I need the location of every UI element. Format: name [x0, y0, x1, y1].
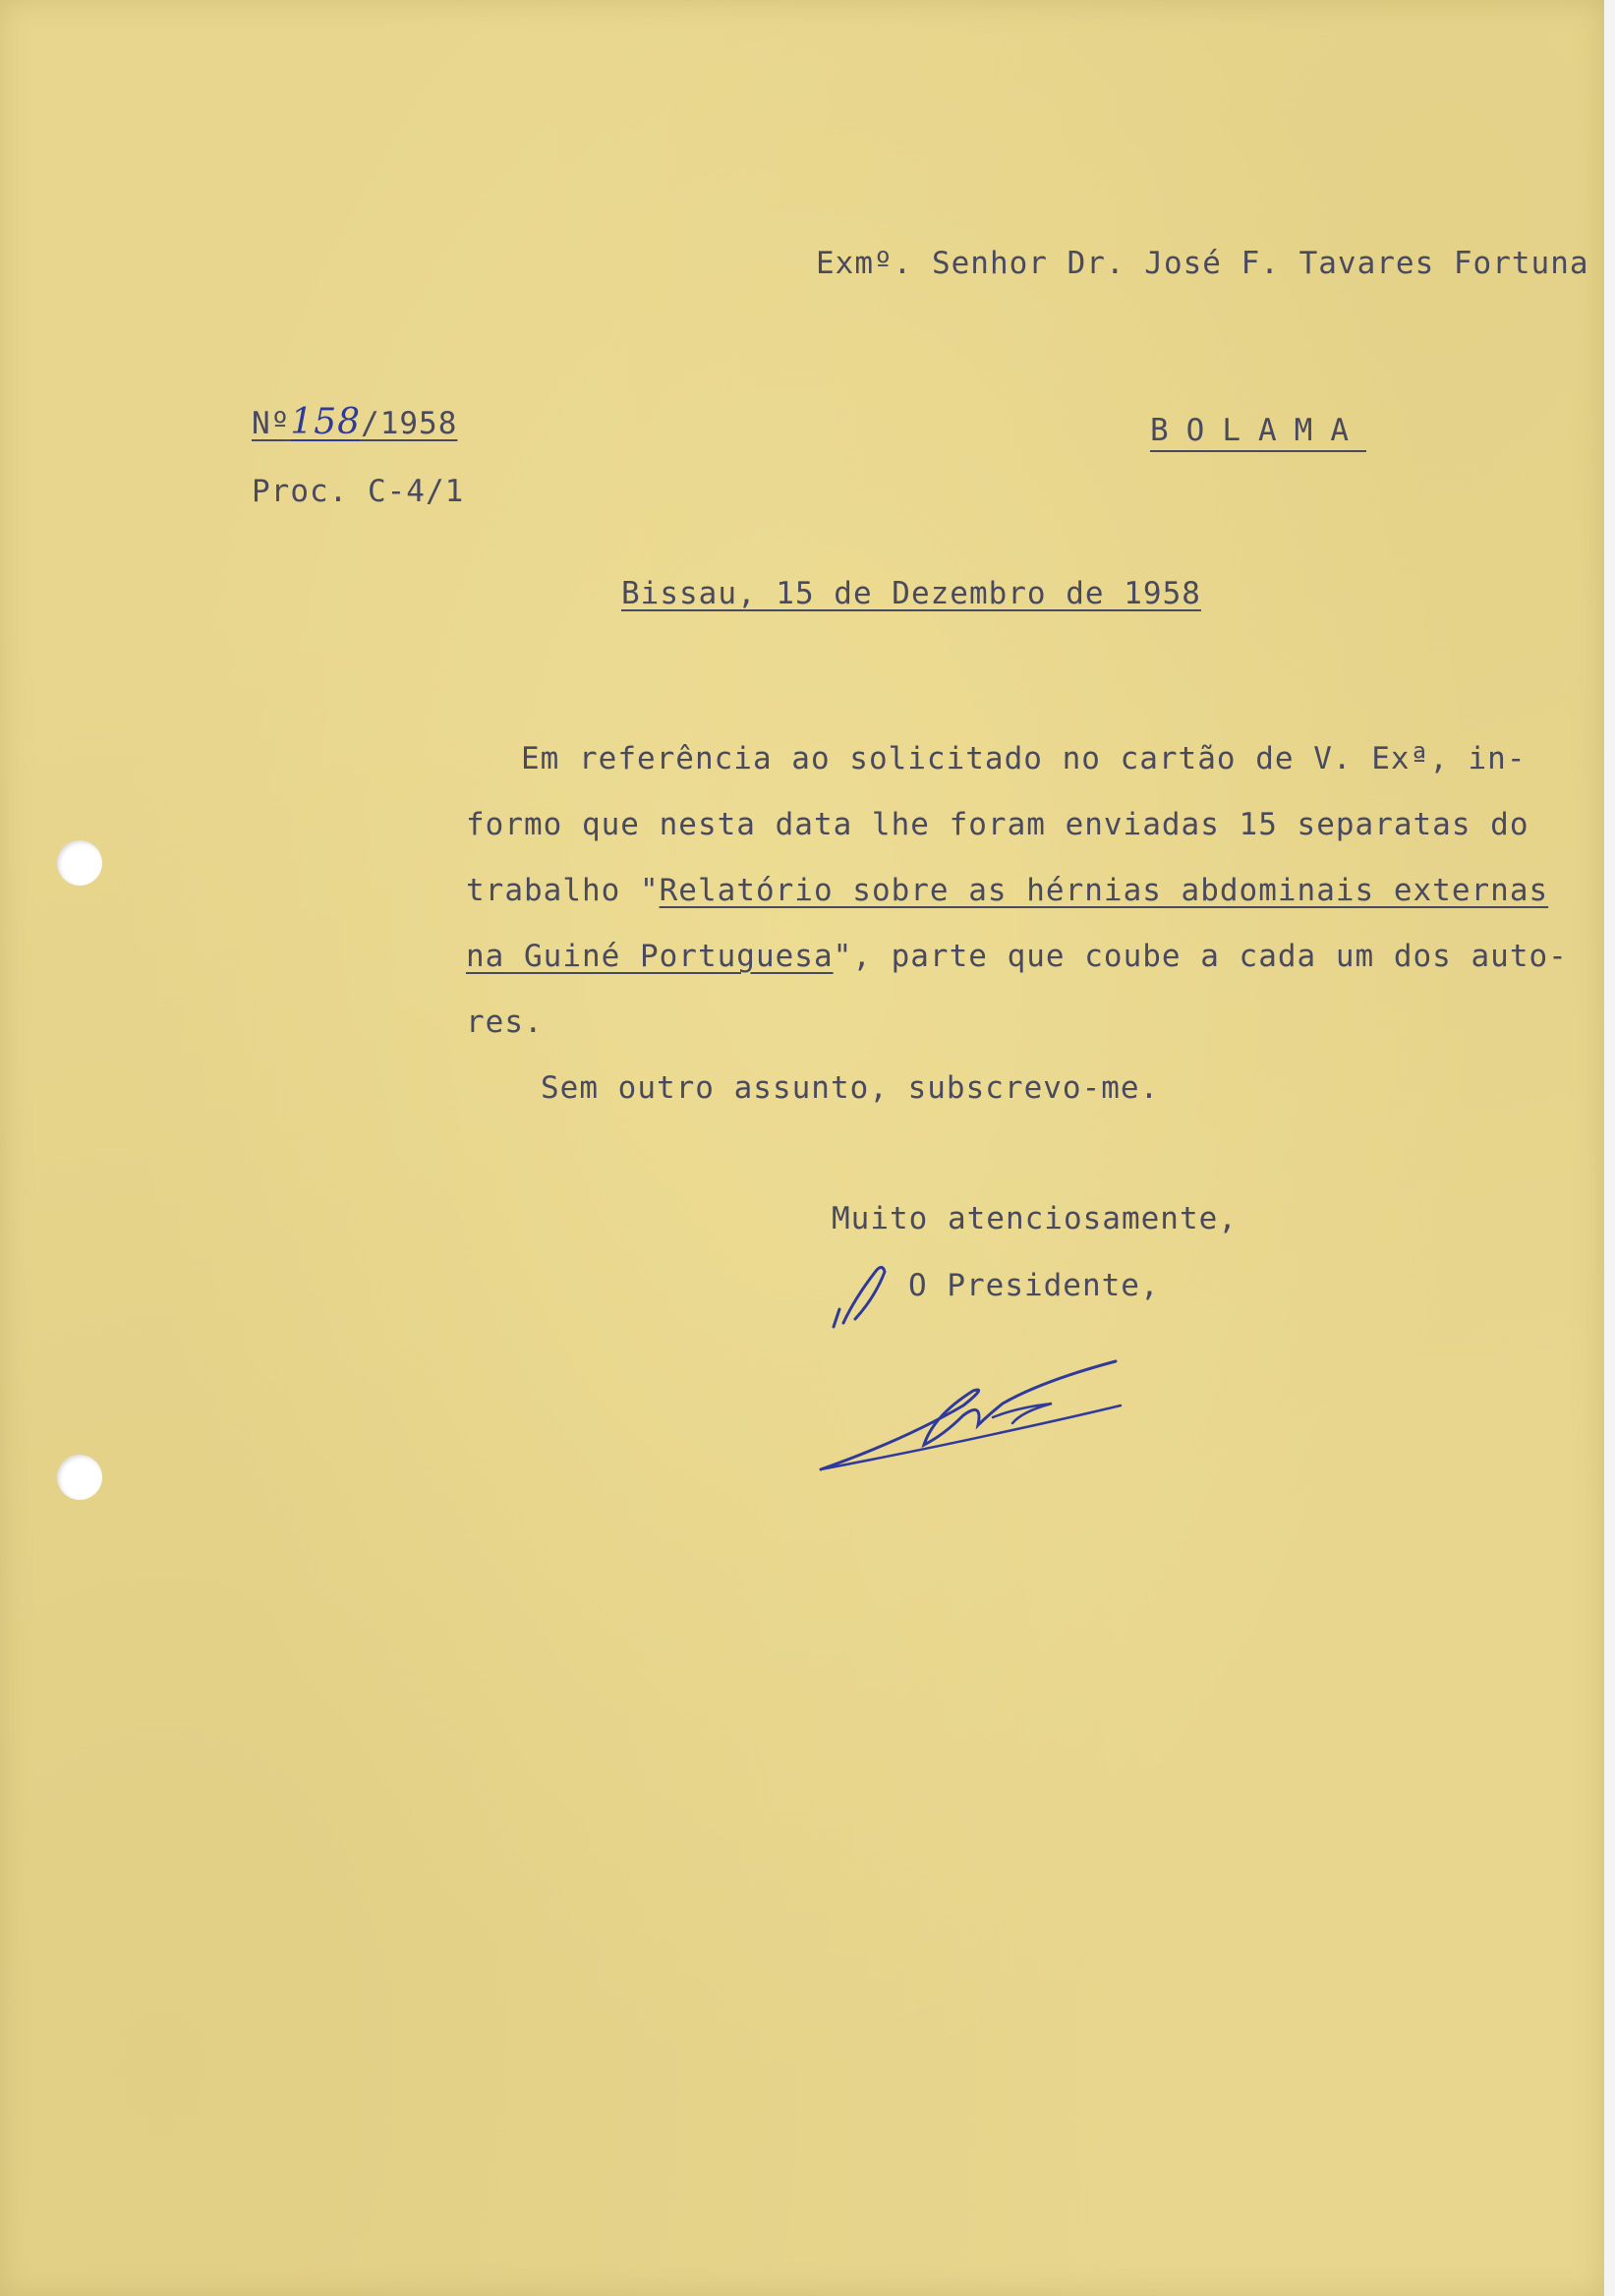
body-line-2: formo que nesta data lhe foram enviadas 15 separatas do [466, 807, 1529, 842]
body-line-4-suffix: ", parte que coube a cada um dos auto- [833, 939, 1568, 974]
signature-icon [816, 1347, 1140, 1484]
body-line-1: Em referência ao solicitado no cartão de V. Exª, in- [521, 741, 1527, 776]
process-reference: Proc. C-4/1 [252, 474, 465, 509]
signatory-title: O Presidente, [908, 1268, 1160, 1303]
destination [1150, 413, 1366, 448]
addressee: Exmº. Senhor Dr. José F. Tavares Fortuna [816, 246, 1589, 281]
body-line-3 [466, 873, 1548, 908]
paper-edge [1604, 0, 1615, 2296]
punch-hole-top [57, 840, 102, 886]
body-line-4 [466, 939, 1568, 974]
body-line-3-prefix: trabalho " [466, 873, 660, 908]
letter-date: Bissau, 15 de Dezembro de 1958 [621, 576, 1201, 611]
body-line-6: Sem outro assunto, subscrevo-me. [541, 1070, 1160, 1106]
work-title-part2: na Guiné Portuguesa [466, 939, 834, 974]
reference-number-prefix: Nº [252, 406, 291, 441]
reference-number [252, 402, 458, 442]
closing: Muito atenciosamente, [832, 1201, 1238, 1236]
body-line-5: res. [466, 1004, 544, 1040]
reference-number-year: /1958 [361, 406, 458, 441]
initial-mark-icon [826, 1258, 914, 1337]
destination-text: BOLAMA [1150, 413, 1366, 452]
punch-hole-bottom [57, 1455, 102, 1500]
reference-number-handwritten: 158 [290, 402, 362, 442]
work-title-part1: Relatório sobre as hérnias abdominais externas [659, 873, 1549, 908]
